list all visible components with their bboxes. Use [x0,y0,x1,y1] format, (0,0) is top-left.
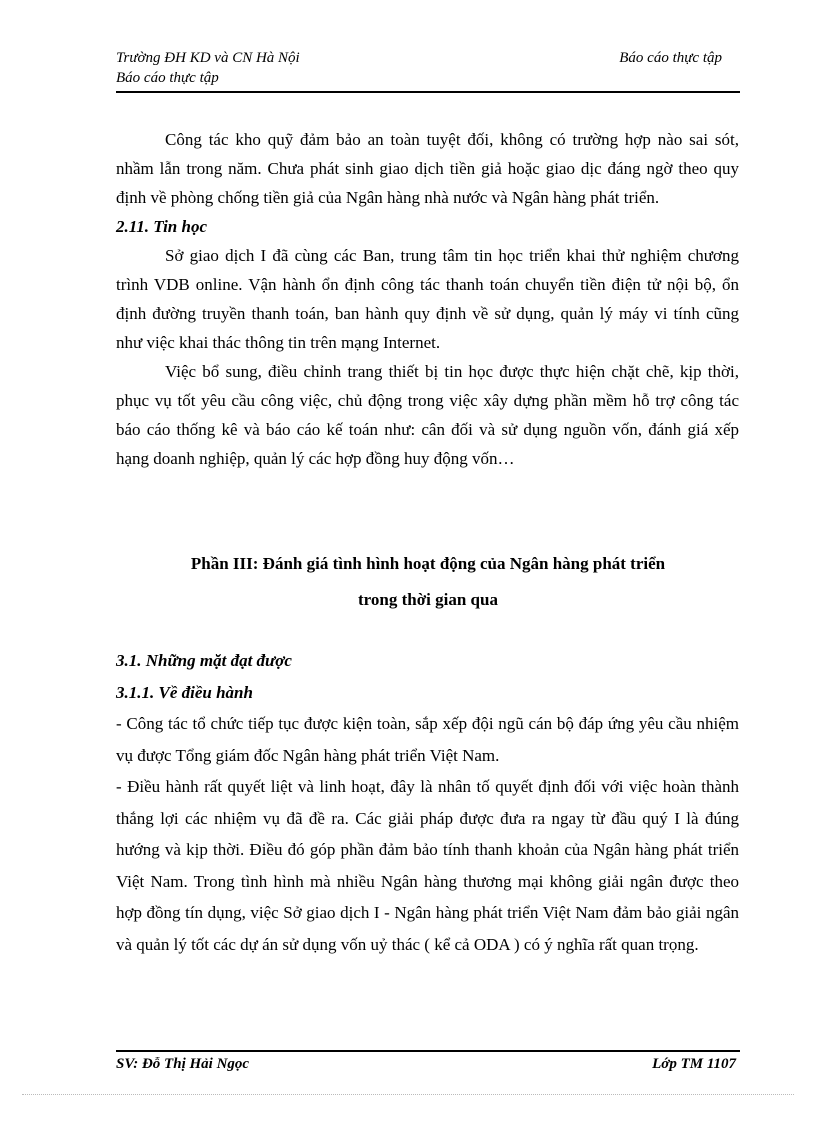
heading-3-1: 3.1. Những mặt đạt được [116,651,292,670]
paragraph-vault: Công tác kho quỹ đảm bảo an toàn tuyệt đối, không có trường hợp nào sai sót, nhầm lẫn trong năm. Chưa phát sinh giao dịch tiền giả hoặc giao dịc đáng ngờ theo quy định về phòng chống tiền giả của Ngân hàng nhà nước và Ngân hàng phát triển. [116,130,739,207]
header-report-subtitle: Báo cáo thực tập [116,70,219,86]
heading-2-11: 2.11. Tin học [116,217,207,236]
footer-class: Lớp TM 1107 [652,1056,736,1072]
part3-title-line1: Phần III: Đánh giá tình hình hoạt động của Ngân hàng phát triển [190,554,666,573]
footer-student: SV: Đỗ Thị Hải Ngọc [116,1056,250,1072]
paragraph-it-1: Sở giao dịch I đã cùng các Ban, trung tâm tin học triển khai thử nghiệm chương trình VDB online. Vận hành ổn định công tác thanh toán chuyển tiền điện tử nội bộ, ổn định đường truyền thanh toán, ban hành quy định về sử dụng, quản lý máy vi tính cũng như việc khai thác thông tin trên mạng Internet. [116,246,739,352]
header-rule [116,91,740,93]
header-report-title: Báo cáo thực tập [619,50,722,66]
part3-title [116,549,740,614]
body-part3 [116,645,739,960]
paragraph-it-2: Việc bổ sung, điều chỉnh trang thiết bị tin học được thực hiện chặt chẽ, kịp thời, phục vụ tốt yêu cầu công việc, chủ động trong việc xây dựng phần mềm hỗ trợ công tác báo cáo thống kê và báo cáo kế toán như: cân đối và sử dụng nguồn vốn, đánh giá xếp hạng doanh nghiệp, quản lý các hợp đồng huy động vốn… [116,362,739,468]
page-edge-divider [22,1094,794,1095]
footer-rule [116,1050,740,1052]
bullet-management: - Điều hành rất quyết liệt và linh hoạt, đây là nhân tố quyết định đối với việc hoàn thành thắng lợi các nhiệm vụ đã đề ra. Các giải pháp được đưa ra ngay từ đầu quý I là đúng hướng và kịp thời. Điều đó góp phần đảm bảo tính thanh khoản của Ngân hàng phát triển Việt Nam. Trong tình hình mà nhiều Ngân hàng thương mại không giải ngân được theo hợp đồng tín dụng, việc Sở giao dịch I - Ngân hàng phát triển Việt Nam đảm bảo giải ngân và quản lý tốt các dự án sử dụng vốn uỷ thác ( kể cả ODA ) có ý nghĩa rất quan trọng. [116,777,739,954]
part3-title-line2: trong thời gian qua [358,590,498,609]
header-school: Trường ĐH KD và CN Hà Nội [116,50,300,66]
body-part1 [116,125,739,473]
page-footer [116,1056,740,1073]
heading-3-1-1: 3.1.1. Về điều hành [116,682,253,702]
page-header [116,48,740,88]
bullet-organization: - Công tác tổ chức tiếp tục được kiện toàn, sắp xếp đội ngũ cán bộ đáp ứng yêu cầu nhiệm vụ được Tổng giám đốc Ngân hàng phát triển Việt Nam. [116,714,739,765]
